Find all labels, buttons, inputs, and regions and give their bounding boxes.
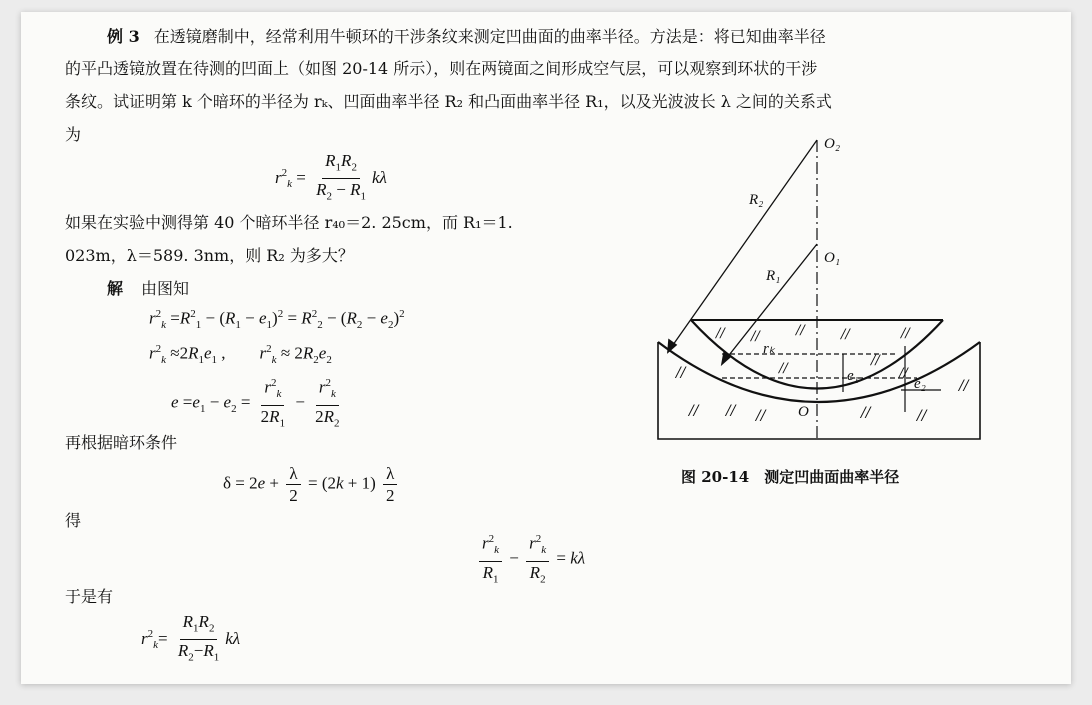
figure-caption: 图 20-14 测定凹曲面曲率半径 [681,468,900,486]
solution-so: 于是有 [65,587,114,606]
svg-text://: // [959,378,969,394]
formula-intermediate: $\frac{r^2_k}{R_1}$ − $\frac{r^2_k}{R_2}$ = kλ [476,530,585,589]
formula-geometry-2: $r^2_k \approx 2R_1e_1$ , $r^2_k \approx 2R_2e_2$ [149,343,332,367]
label-o1: O₁ [824,250,841,266]
formula-dark-ring-condition: δ = 2e + $\frac{\lambda}{2}$ = (2k + 1) $\frac{\lambda}{2}$ [223,464,401,505]
solution-get: 得 [65,511,82,530]
document-page [21,12,1071,684]
problem-label: 例 3 [107,27,140,46]
svg-text://: // [716,326,725,341]
solution-condition: 再根据暗环条件 [65,433,178,452]
svg-text://: // [861,405,871,421]
svg-text://: // [779,361,788,376]
svg-text://: // [756,408,766,424]
problem-line-2: 的平凸透镜放置在待测的凹面上（如图 20-14 所示），则在两镜面之间形成空气层，可以观察到环状的干涉 [65,59,818,78]
problem-line-6: 023m，λ＝589. 3nm，则 R₂ 为多大？ [65,246,354,265]
svg-text://: // [726,403,736,419]
svg-text://: // [751,329,760,344]
problem-line-4: 为 [65,125,82,144]
problem-line-1: 例 3 在透镜磨制中，经常利用牛顿环的干涉条纹来测定凹曲面的曲率半径。方法是：将已知曲率半径 [107,27,826,46]
svg-text://: // [796,323,805,338]
svg-text://: // [901,326,910,341]
solution-line-intro: 解 由图知 [107,279,190,298]
formula-geometry-1: $r^2_k =R^2_1 - (R_1 - e_1)^2 = R^2_2 - (R_2 - e_2)^2$ [149,308,405,332]
concave-surface [658,342,980,402]
svg-text://: // [689,403,699,419]
label-r2: R₂ [749,192,764,208]
label-o2: O₂ [824,136,841,152]
label-r1: R₁ [766,268,781,284]
label-e2: e₂ [914,376,926,392]
problem-line-3: 条纹。试证明第 k 个暗环的半径为 rₖ、凹面曲率半径 R₂ 和凸面曲率半径 R₁，以及光波波长 λ 之间的关系式 [65,92,832,111]
formula-result-bottom: $r^2_k=$ $\frac{R_1R_2}{R_2-R_1}$ kλ [141,612,241,664]
formula-result-top: $r^2_k$ = $\frac{R_1R_2}{R_2 - R_1}$ kλ [275,151,387,203]
svg-text://: // [899,366,908,381]
solution-label: 解 [107,279,124,298]
formula-thickness: $e =e_1 - e_2$ = $\frac{r^2_k}{2R_1}$ − $\frac{r^2_k}{2R_2}$ [171,374,346,433]
newton-ring-figure [21,12,1071,684]
label-rk: rₖ [763,341,776,357]
label-o: O [798,404,809,420]
problem-line-5: 如果在实验中测得第 40 个暗环半径 r₄₀＝2. 25cm，而 R₁＝1. [65,213,513,232]
svg-text://: // [917,408,927,424]
svg-text://: // [841,327,850,342]
label-e1: e₁ [847,368,859,384]
svg-text://: // [676,365,686,381]
svg-text://: // [871,353,880,368]
